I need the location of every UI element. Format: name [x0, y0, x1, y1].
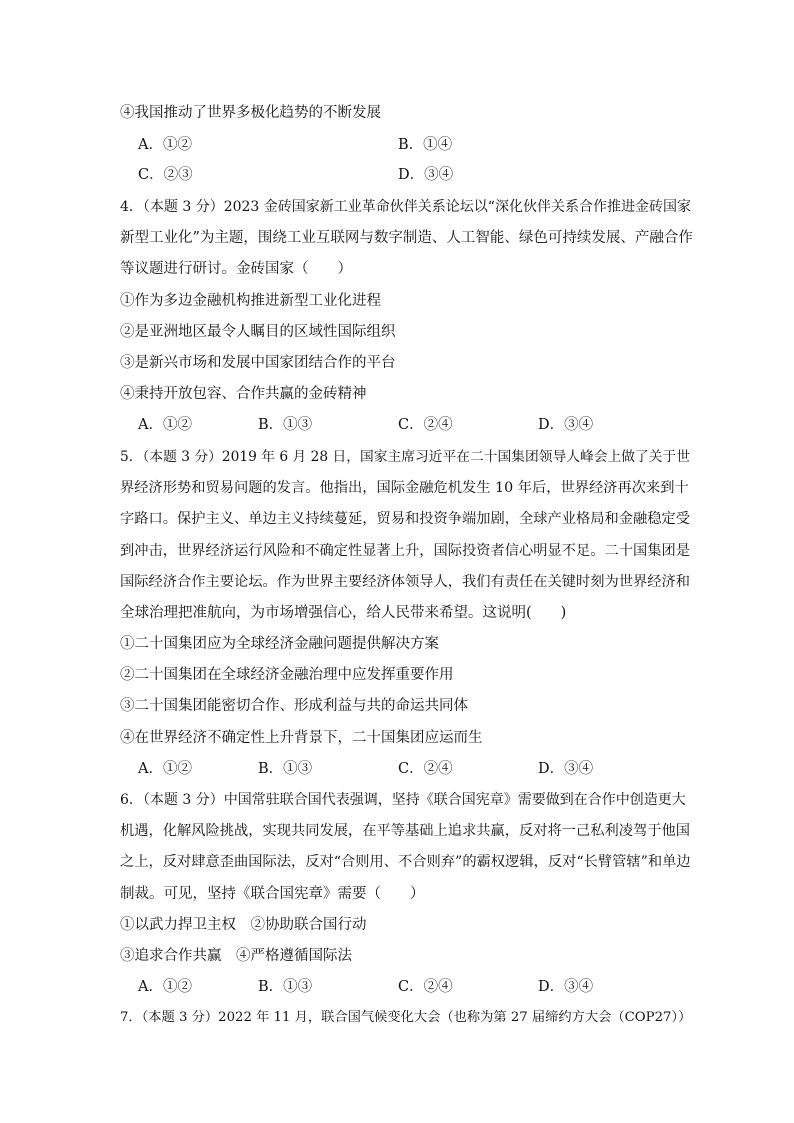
q5-stem-line-2: 界经济形势和贸易问题的发言。他指出，国际金融危机发生 10 年后，世界经济再次来到十	[120, 480, 689, 496]
q4-stem-line-1: 4．（本题 3 分）2023 金砖国家新工业革命伙伴关系论坛以“深化伙伴关系合作推进金砖国家	[120, 199, 691, 215]
q5-option-a[interactable]: A．①②	[138, 761, 192, 777]
q6-items-line-2: ③追求合作共赢 ④严格遵循国际法	[120, 948, 352, 964]
q4-option-c[interactable]: C．②④	[398, 417, 453, 433]
q4-stem-line-2: 新型工业化”为主题，围绕工业互联网与数字制造、人工智能、绿色可持续发展、产融合作	[120, 230, 693, 246]
q4-option-b[interactable]: B．①③	[258, 417, 313, 433]
q5-item-2: ②二十国集团在全球经济金融治理中应发挥重要作用	[120, 667, 454, 683]
q3-option-a[interactable]: A．①②	[138, 137, 192, 153]
q5-stem-line-4: 到冲击，世界经济运行风险和不确定性显著上升，国际投资者信心明显不足。二十国集团是	[120, 543, 691, 559]
q3-option-c[interactable]: C．②③	[138, 167, 193, 183]
q6-items-line-1: ①以武力捍卫主权 ②协助联合国行动	[120, 917, 367, 933]
q6-option-d[interactable]: D．③④	[538, 979, 594, 995]
q5-option-b[interactable]: B．①③	[258, 761, 313, 777]
q5-stem-line-6: 全球治理把准航向，为市场增强信心，给人民带来希望。这说明( )	[120, 605, 567, 621]
q5-item-1: ①二十国集团应为全球经济金融问题提供解决方案	[120, 636, 439, 652]
q5-item-3: ③二十国集团能密切合作、形成利益与共的命运共同体	[120, 698, 468, 714]
q3-item-4: ④我国推动了世界多极化趋势的不断发展	[120, 105, 381, 121]
q4-item-3: ③是新兴市场和发展中国家团结合作的平台	[120, 355, 396, 371]
q3-option-d[interactable]: D．③④	[398, 167, 454, 183]
q5-stem-line-5: 国际经济合作主要论坛。作为世界主要经济体领导人，我们有责任在关键时刻为世界经济和	[120, 574, 691, 590]
q6-stem-line-1: 6．（本题 3 分）中国常驻联合国代表强调，坚持《联合国宪章》需要做到在合作中创造更大	[120, 792, 686, 808]
q7-stem-line-1: 7．（本题 3 分）2022 年 11 月，联合国气候变化大会（也称为第 27 届缔约方大会（COP27））	[120, 1010, 692, 1025]
q4-item-1: ①作为多边金融机构推进新型工业化进程	[120, 293, 381, 309]
q5-option-d[interactable]: D．③④	[538, 761, 594, 777]
q4-stem-line-3: 等议题进行研讨。金砖国家（ ）	[120, 261, 352, 277]
q4-option-a[interactable]: A．①②	[138, 417, 192, 433]
q5-option-c[interactable]: C．②④	[398, 761, 453, 777]
q6-option-b[interactable]: B．①③	[258, 979, 313, 995]
q6-option-c[interactable]: C．②④	[398, 979, 453, 995]
q5-stem-line-1: 5．（本题 3 分）2019 年 6 月 28 日，国家主席习近平在二十国集团领导人峰会上做了关于世	[120, 449, 690, 465]
q3-option-b[interactable]: B．①④	[398, 137, 453, 153]
q4-item-2: ②是亚洲地区最令人瞩目的区域性国际组织	[120, 324, 396, 340]
q6-stem-line-3: 之上，反对肆意歪曲国际法，反对“合则用、不合则弃”的霸权逻辑，反对“长臂管辖”和单边	[120, 854, 691, 870]
q4-option-d[interactable]: D．③④	[538, 417, 594, 433]
q5-item-4: ④在世界经济不确定性上升背景下，二十国集团应运而生	[120, 730, 483, 746]
q6-stem-line-4: 制裁。可见，坚持《联合国宪章》需要（ ）	[120, 886, 425, 902]
q4-item-4: ④秉持开放包容、合作共赢的金砖精神	[120, 386, 367, 402]
q6-stem-line-2: 机遇，化解风险挑战，实现共同发展，在平等基础上追求共赢，反对将一己私利凌驾于他国	[120, 823, 691, 839]
q5-stem-line-3: 字路口。保护主义、单边主义持续蔓延，贸易和投资争端加剧，全球产业格局和金融稳定受	[120, 511, 691, 527]
q6-option-a[interactable]: A．①②	[138, 979, 192, 995]
